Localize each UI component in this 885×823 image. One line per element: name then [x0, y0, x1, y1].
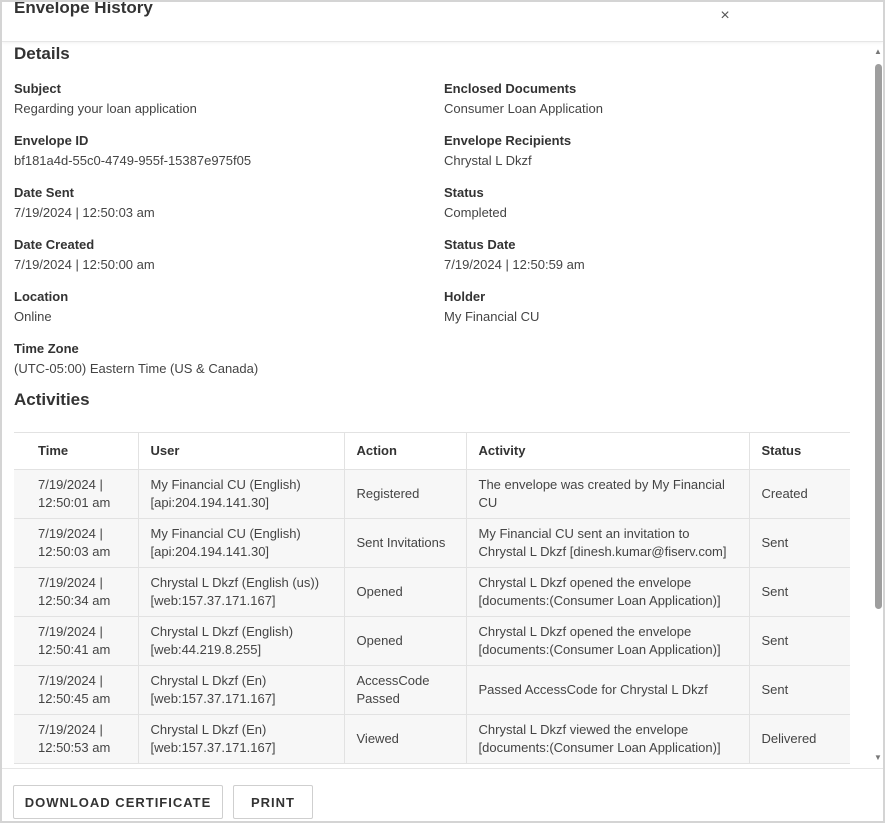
detail-value: 7/19/2024 | 12:50:00 am — [14, 257, 155, 272]
cell-line: [web:157.37.171.167] — [150, 592, 276, 608]
cell-line: Chrystal L Dkzf (English (us)) — [150, 574, 320, 590]
details-heading: Details — [14, 44, 70, 63]
cell-time — [14, 567, 138, 616]
detail-field — [14, 236, 414, 274]
cell-activity — [466, 714, 749, 763]
cell-line: Chrystal L Dkzf (En) — [150, 672, 267, 688]
modal-body[interactable] — [2, 42, 883, 768]
vertical-scrollbar[interactable] — [872, 48, 884, 764]
detail-value: 7/19/2024 | 12:50:59 am — [444, 257, 585, 272]
detail-value: Regarding your loan application — [14, 101, 197, 116]
cell-line: Opened — [356, 632, 403, 648]
detail-field — [444, 288, 844, 326]
cell-line: Chrystal L Dkzf (English) — [150, 623, 294, 639]
modal-header — [2, 2, 883, 42]
cell-line: My Financial CU (English) — [150, 525, 301, 541]
scroll-up-arrow-icon[interactable]: ▲ — [874, 47, 882, 56]
cell-line: [web:157.37.171.167] — [150, 739, 276, 755]
detail-field — [444, 236, 844, 274]
cell-line: 12:50:03 am — [38, 543, 111, 559]
detail-label: Envelope Recipients — [444, 133, 572, 148]
cell-time — [14, 665, 138, 714]
cell-line: 7/19/2024 | — [38, 623, 103, 639]
cell-status: Sent — [749, 567, 850, 616]
activities-table-wrapper — [14, 432, 850, 768]
cell-line: AccessCode — [356, 672, 430, 688]
detail-value: (UTC-05:00) Eastern Time (US & Canada) — [14, 361, 259, 376]
cell-status: Sent — [749, 518, 850, 567]
detail-field — [444, 184, 844, 222]
detail-label: Date Sent — [14, 185, 74, 200]
cell-line: Viewed — [356, 730, 399, 746]
cell-line: Chrystal L Dkzf opened the envelope — [478, 623, 692, 639]
detail-label: Subject — [14, 81, 61, 96]
cell-line: 7/19/2024 | — [38, 574, 103, 590]
cell-line: 12:50:53 am — [38, 739, 111, 755]
cell-action — [344, 567, 466, 616]
cell-status: Sent — [749, 616, 850, 665]
detail-label: Holder — [444, 289, 486, 304]
cell-action — [344, 616, 466, 665]
cell-activity — [466, 665, 749, 714]
cell-line: CU — [478, 494, 498, 510]
detail-field — [14, 288, 414, 326]
detail-value: Chrystal L Dkzf — [444, 153, 532, 168]
cell-line: 7/19/2024 | — [38, 525, 103, 541]
modal-footer — [2, 768, 883, 823]
cell-line: [documents:(Consumer Loan Application)] — [478, 641, 721, 657]
cell-line: 12:50:45 am — [38, 690, 111, 706]
table-row — [14, 469, 850, 518]
cell-line: Passed — [356, 690, 400, 706]
cell-activity — [466, 469, 749, 518]
detail-label: Enclosed Documents — [444, 81, 577, 96]
detail-label: Envelope ID — [14, 133, 89, 148]
table-row — [14, 518, 850, 567]
cell-user — [138, 567, 344, 616]
column-header-time[interactable]: Time — [14, 433, 138, 469]
cell-line: 12:50:34 am — [38, 592, 111, 608]
table-row — [14, 665, 850, 714]
scroll-down-arrow-icon[interactable]: ▼ — [874, 753, 882, 762]
cell-line: [documents:(Consumer Loan Application)] — [478, 739, 721, 755]
detail-field — [14, 80, 414, 118]
detail-value: bf181a4d-55c0-4749-955f-15387e975f05 — [14, 153, 252, 168]
cell-line: 7/19/2024 | — [38, 721, 103, 737]
cell-line: Chrystal L Dkzf [dinesh.kumar@fiserv.com] — [478, 543, 727, 559]
cell-line: [documents:(Consumer Loan Application)] — [478, 592, 721, 608]
detail-value: Consumer Loan Application — [444, 101, 603, 116]
cell-line: Chrystal L Dkzf (En) — [150, 721, 267, 737]
cell-activity — [466, 616, 749, 665]
cell-action — [344, 665, 466, 714]
cell-line: [api:204.194.141.30] — [150, 494, 270, 510]
cell-line: 12:50:41 am — [38, 641, 111, 657]
cell-line: Opened — [356, 583, 403, 599]
cell-line: 7/19/2024 | — [38, 476, 103, 492]
cell-line: [web:44.219.8.255] — [150, 641, 262, 657]
detail-field — [14, 340, 414, 378]
cell-action — [344, 518, 466, 567]
cell-line: 12:50:01 am — [38, 494, 111, 510]
cell-action — [344, 469, 466, 518]
cell-user — [138, 616, 344, 665]
cell-line: Chrystal L Dkzf viewed the envelope — [478, 721, 689, 737]
cell-action — [344, 714, 466, 763]
detail-value: 7/19/2024 | 12:50:03 am — [14, 205, 155, 220]
cell-status: Sent — [749, 665, 850, 714]
cell-status: Delivered — [749, 714, 850, 763]
table-row — [14, 714, 850, 763]
activities-heading: Activities — [14, 390, 90, 409]
cell-line: 7/19/2024 | — [38, 672, 103, 688]
detail-label: Time Zone — [14, 341, 79, 356]
table-header-row — [14, 433, 850, 469]
cell-line: The envelope was created by My Financial — [478, 476, 725, 492]
cell-line: [web:157.37.171.167] — [150, 690, 276, 706]
detail-label: Status Date — [444, 237, 516, 252]
detail-value: Completed — [444, 205, 507, 220]
detail-label: Location — [14, 289, 69, 304]
detail-label: Date Created — [14, 237, 95, 252]
detail-field — [14, 132, 414, 170]
download-certificate-button[interactable]: DOWNLOAD CERTIFICATE — [13, 785, 223, 819]
cell-user — [138, 714, 344, 763]
cell-time — [14, 469, 138, 518]
detail-field — [444, 80, 844, 118]
cell-user — [138, 469, 344, 518]
column-header-activity[interactable]: Activity — [466, 433, 749, 469]
table-row — [14, 616, 850, 665]
cell-line: Passed AccessCode for Chrystal L Dkzf — [478, 681, 708, 697]
cell-line: Sent Invitations — [356, 534, 446, 550]
detail-field — [444, 132, 844, 170]
cell-line: [api:204.194.141.30] — [150, 543, 270, 559]
column-header-status[interactable]: Status — [749, 433, 850, 469]
table-row — [14, 567, 850, 616]
close-icon[interactable]: × — [720, 7, 730, 24]
scroll-thumb[interactable] — [875, 64, 882, 609]
cell-activity — [466, 518, 749, 567]
detail-value: Online — [14, 309, 52, 324]
cell-time — [14, 518, 138, 567]
cell-time — [14, 616, 138, 665]
activities-table — [14, 433, 850, 764]
cell-user — [138, 518, 344, 567]
column-header-user[interactable]: User — [138, 433, 344, 469]
cell-line: Chrystal L Dkzf opened the envelope — [478, 574, 692, 590]
column-header-action[interactable]: Action — [344, 433, 466, 469]
detail-value: My Financial CU — [444, 309, 540, 324]
cell-status: Created — [749, 469, 850, 518]
cell-activity — [466, 567, 749, 616]
detail-field — [14, 184, 414, 222]
cell-time — [14, 714, 138, 763]
print-button[interactable]: PRINT — [233, 785, 313, 819]
cell-line: My Financial CU (English) — [150, 476, 301, 492]
cell-line: Registered — [356, 485, 420, 501]
modal-title: Envelope History — [14, 0, 153, 17]
cell-line: My Financial CU sent an invitation to — [478, 525, 690, 541]
cell-user — [138, 665, 344, 714]
detail-label: Status — [444, 185, 484, 200]
